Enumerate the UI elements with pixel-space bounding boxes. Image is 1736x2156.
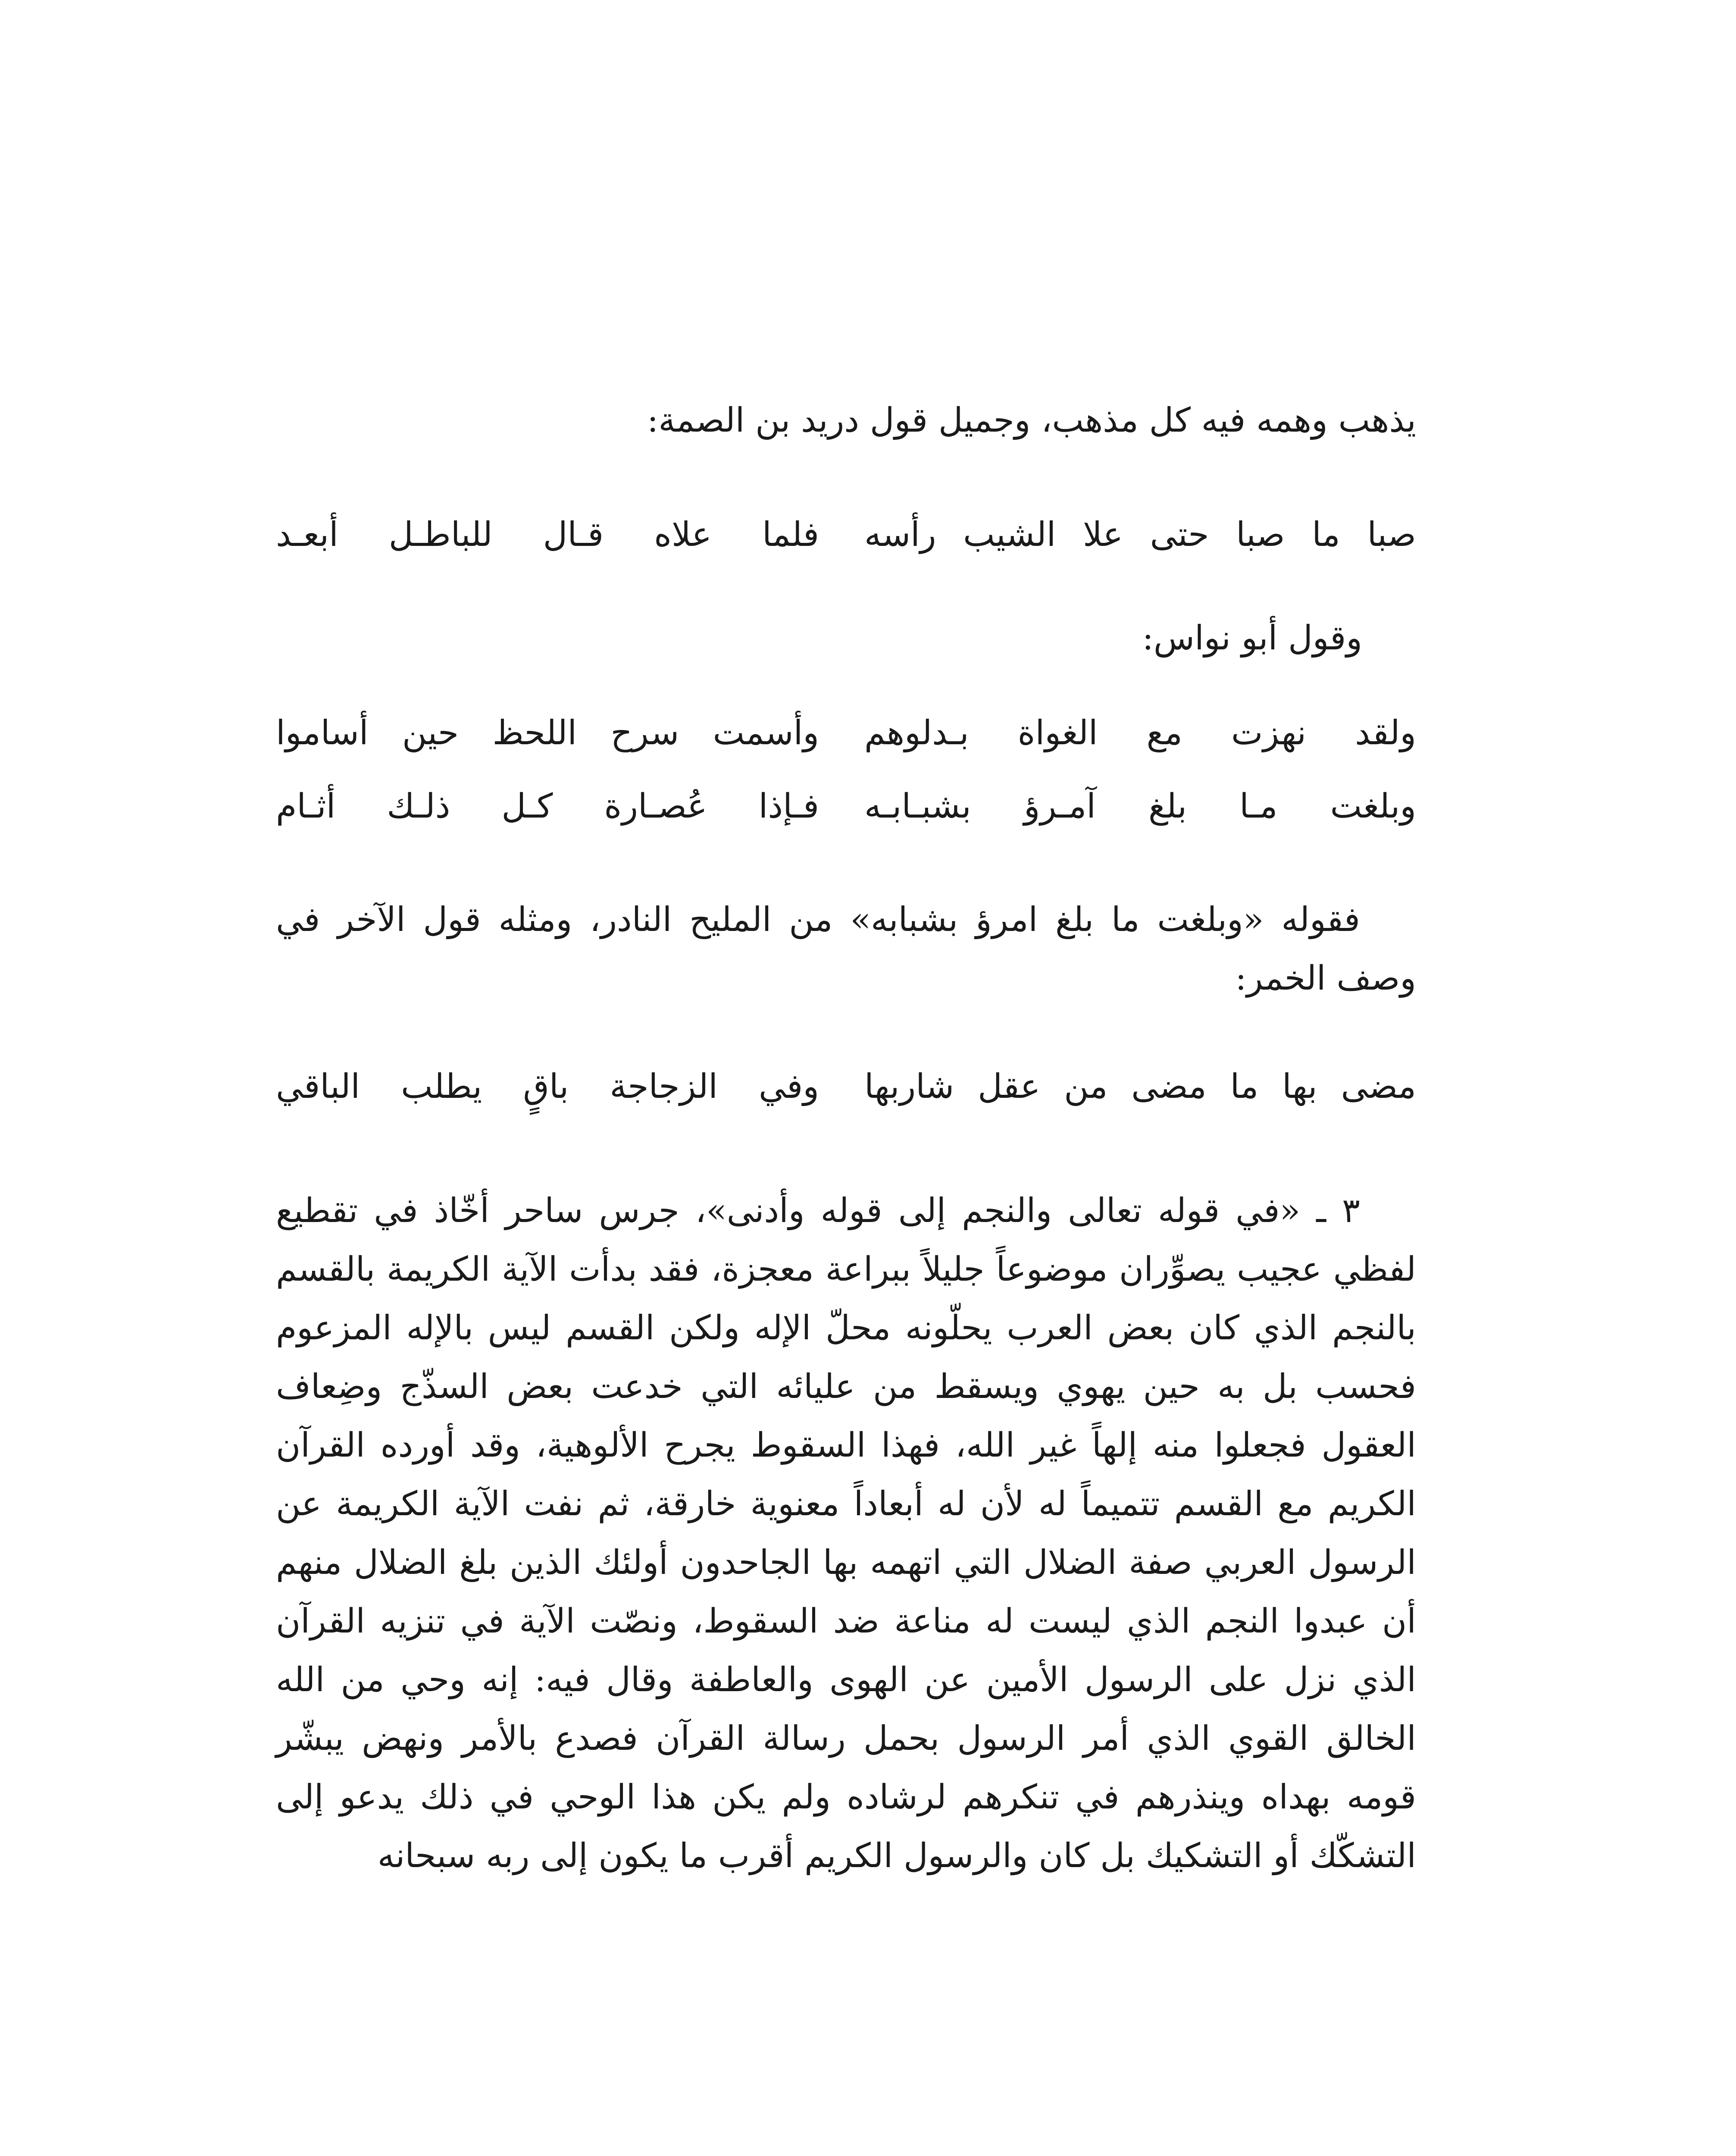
- verse-second-hemistich: فـإذا عُصـارة كـل ذلـك أثـام: [276, 787, 819, 826]
- verse-first-hemistich: صبا ما صبا حتى علا الشيب رأسه: [864, 515, 1416, 554]
- verse-first-hemistich: مضى بها ما مضى من عقل شاربها: [864, 1067, 1416, 1106]
- verse-second-hemistich: وأسمت سرح اللحظ حين أساموا: [276, 714, 819, 752]
- verse-wine: [276, 1061, 1416, 1112]
- verse-second-hemistich: فلما علاه قـال للباطـل أبعـد: [276, 515, 819, 554]
- opening-paragraph: [276, 390, 1416, 451]
- intro-abu-nuwas: وقول أبو نواس:: [1142, 619, 1362, 658]
- verse-second-hemistich: وفي الزجاجة باقٍ يطلب الباقي: [276, 1067, 819, 1106]
- comment-paragraph: [276, 890, 1416, 1008]
- verse-first-hemistich: ولقد نهزت مع الغواة بـدلوهم: [864, 714, 1416, 752]
- verse-abu-nuwas-2: [276, 780, 1416, 832]
- verse-first-hemistich: وبلغت مـا بلغ آمـرؤ بشبـابـه: [864, 787, 1416, 826]
- comment-text: فقوله «وبلغت ما بلغ امرؤ بشبابه» من المليح النادر، ومثله قول الآخر في وصف الخمر:: [276, 900, 1416, 998]
- verse-abu-nuwas-1: [276, 707, 1416, 759]
- section-3-paragraph: [276, 1181, 1416, 1885]
- verse-duraid: [276, 509, 1416, 561]
- opening-line: يذهب وهمه فيه كل مذهب، وجميل قول دريد بن الصمة:: [647, 401, 1416, 440]
- section-3-text: ٣ ـ «في قوله تعالى والنجم إلى قوله وأدنى»، جرس ساحر أخّاذ في تقطيع لفظي عجيب يصوِّران موضوعاً جليلاً ببراعة معجزة، فقد بدأت الآية الكريمة بالقسم بالنجم الذي كان بعض العرب يحلّونه محلّ الإله ولكن القسم ليس بالإله المزعوم فحسب بل به حين يهوي ويسقط من عليائه التي خدعت بعض السذّج وضِعاف العقول فجعلوا منه إلهاً غير الله، فهذا السقوط يجرح الألوهية، وقد أورده القرآن الكريم مع القسم تتميماً له لأن له أبعاداً معنوية خارقة، ثم نفت الآية الكريمة عن الرسول العربي صفة الضلال التي اتهمه بها الجاحدون أولئك الذين بلغ الضلال منهم أن عبدوا النجم الذي ليست له مناعة ضد السقوط، ونصّت الآية في تنزيه القرآن الذي نزل على الرسول الأمين عن الهوى والعاطفة وقال فيه: إنه وحي من الله الخالق القوي الذي أمر الرسول بحمل رسالة القرآن فصدع بالأمر ونهض يبشّر قومه بهداه وينذرهم في تنكرهم لرشاده ولم يكن هذا الوحي في ذلك يدعو إلى التشكّك أو التشكيك بل كان والرسول الكريم أقرب ما يكون إلى ربه سبحانه: [276, 1191, 1416, 1875]
